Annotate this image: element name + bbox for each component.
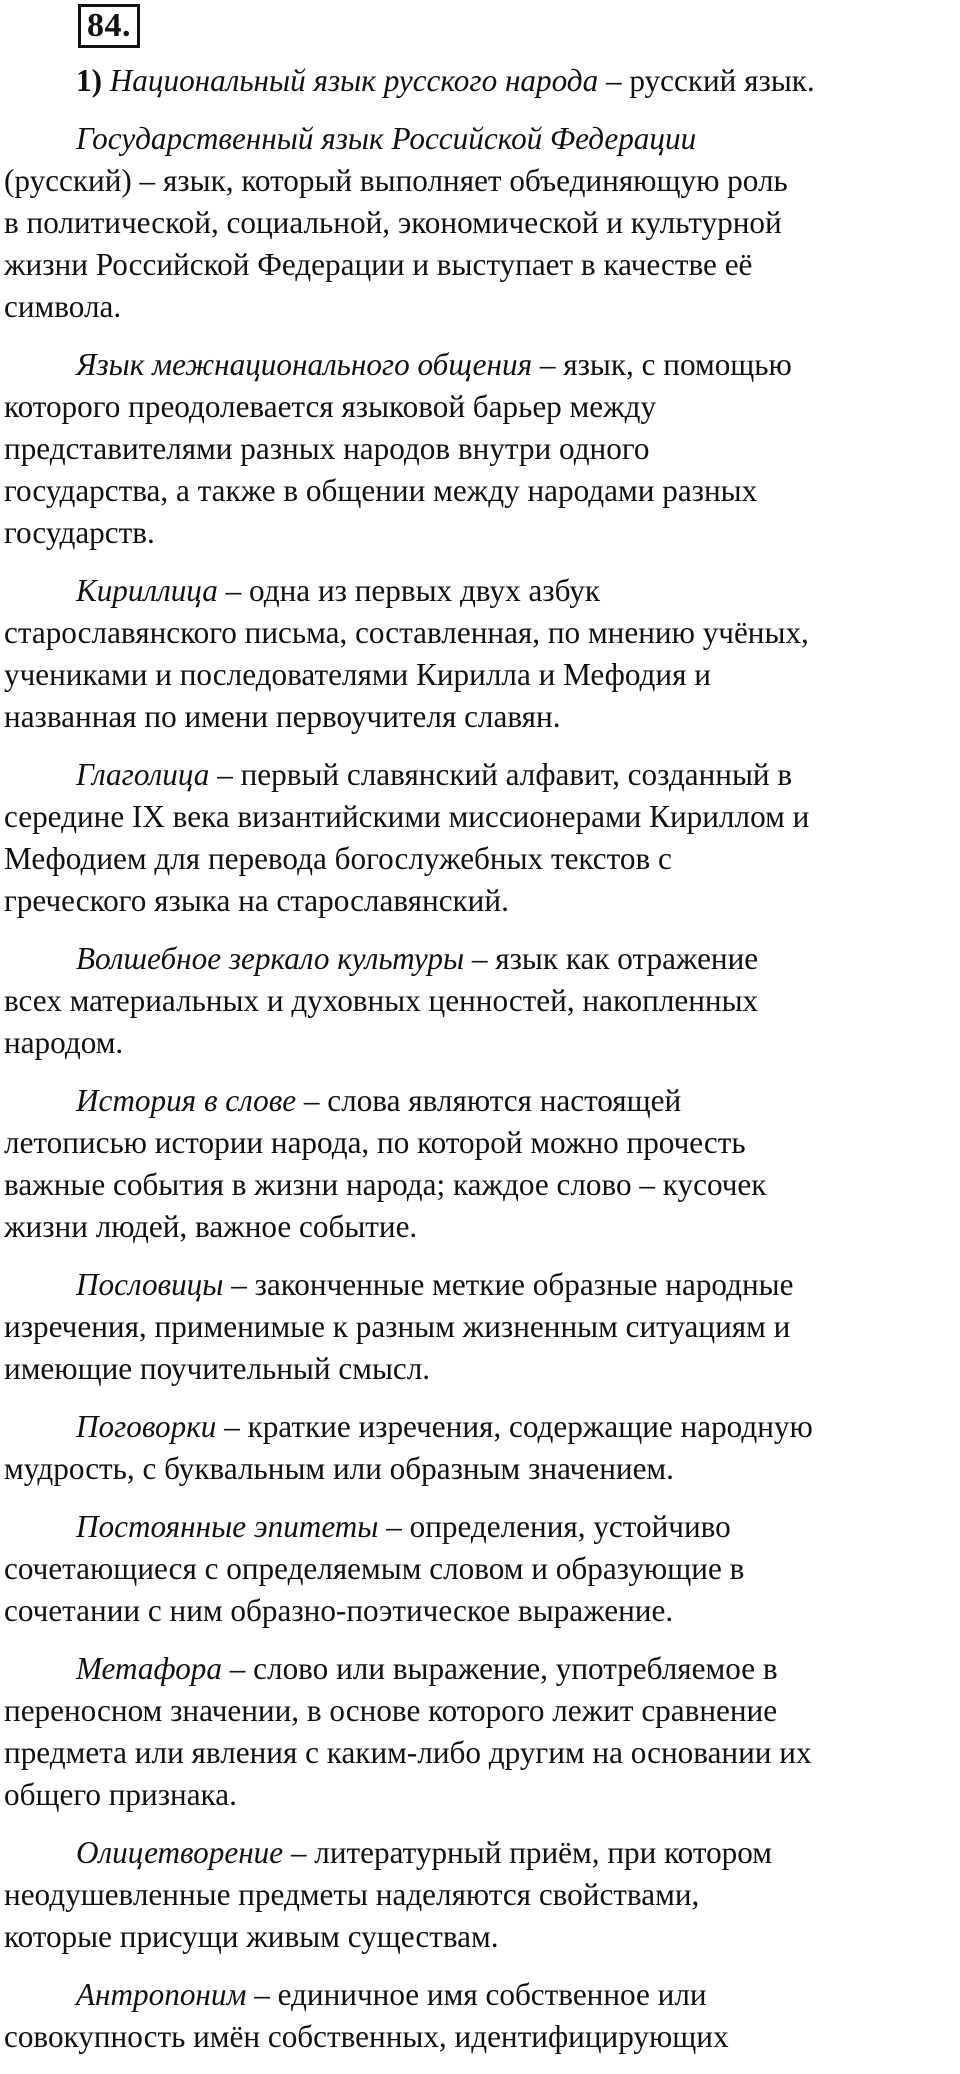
text-line: всех материальных и духовных ценностей, накопленных (4, 983, 759, 1018)
text-line: народом. (4, 1025, 124, 1060)
text-line (4, 1406, 956, 1448)
text-line: важные события в жизни народа; каждое слово – кусочек (4, 1167, 767, 1202)
definitions-list (4, 60, 956, 2074)
term: Кириллица (76, 573, 218, 608)
definition-text: – первый славянский алфавит, созданный в (209, 757, 793, 792)
text-line (4, 344, 956, 386)
definition-paragraph (4, 1264, 956, 1390)
term: Олицетворение (76, 1835, 284, 1870)
text-line: переносном значении, в основе которого лежит сравнение (4, 1693, 778, 1728)
definition-text: – литературный приём, при котором (283, 1835, 772, 1870)
text-line: имеющие поучительный смысл. (4, 1351, 431, 1386)
text-line (4, 938, 956, 980)
term: Пословицы (76, 1267, 224, 1302)
definition-text: – определения, устойчиво (378, 1509, 731, 1544)
text-line: общего признака. (4, 1777, 237, 1812)
text-line (4, 1974, 956, 2016)
definition-paragraph (4, 118, 956, 328)
term: Национальный язык русского народа (109, 63, 599, 98)
text-line: сочетающиеся с определяемым словом и образующие в (4, 1551, 745, 1586)
definition-text: – язык, с помощью (532, 347, 792, 382)
text-line (4, 1080, 956, 1122)
definition-text: – законченные меткие образные народные (223, 1267, 794, 1302)
definition-paragraph (4, 60, 956, 102)
definition-text: – слова являются настоящей (296, 1083, 682, 1118)
text-line: жизни Российской Федерации и выступает в качестве её (4, 247, 753, 282)
text-line (4, 1264, 956, 1306)
item-marker: 1) (76, 63, 110, 98)
text-line: представителями разных народов внутри одного (4, 431, 650, 466)
text-line: предмета или явления с каким-либо другим на основании их (4, 1735, 812, 1770)
text-line: старославянского письма, составленная, по мнению учёных, (4, 615, 809, 650)
text-line: государства, а также в общении между народами разных (4, 473, 758, 508)
term: История в слове (76, 1083, 297, 1118)
term: Поговорки (76, 1409, 217, 1444)
term: Глаголица (76, 757, 210, 792)
text-line (4, 118, 956, 160)
text-line: греческого языка на старославянский. (4, 883, 509, 918)
text-line: символа. (4, 289, 122, 324)
definition-paragraph (4, 570, 956, 738)
text-line: (русский) – язык, который выполняет объединяющую роль (4, 163, 788, 198)
definition-paragraph (4, 1506, 956, 1632)
task-number-box: 84. (78, 4, 140, 48)
text-line: середине IX века византийскими миссионерами Кириллом и (4, 799, 810, 834)
definition-paragraph (4, 1406, 956, 1490)
text-line: мудрость, с буквальным или образным значением. (4, 1451, 674, 1486)
text-line (4, 1832, 956, 1874)
term: Постоянные эпитеты (76, 1509, 379, 1544)
text-line: названная по имени первоучителя славян. (4, 699, 561, 734)
definition-paragraph (4, 938, 956, 1064)
text-line: неодушевленные предметы наделяются свойствами, (4, 1877, 700, 1912)
definition-text: – краткие изречения, содержащие народную (216, 1409, 813, 1444)
text-line (4, 754, 956, 796)
definition-paragraph (4, 754, 956, 922)
definition-paragraph (4, 1974, 956, 2058)
definition-text: – русский язык. (598, 63, 815, 98)
definition-paragraph (4, 344, 956, 554)
text-line (4, 1648, 956, 1690)
definition-text: – слово или выражение, употребляемое в (221, 1651, 778, 1686)
text-line: которого преодолевается языковой барьер между (4, 389, 657, 424)
definition-text: – единичное имя собственное или (246, 1977, 707, 2012)
text-line (4, 1506, 956, 1548)
text-line: Мефодием для перевода богослужебных текстов с (4, 841, 672, 876)
term: Метафора (76, 1651, 222, 1686)
term: Государственный язык Российской Федерации (76, 121, 697, 156)
definition-paragraph (4, 1832, 956, 1958)
text-line: сочетании с ним образно-поэтическое выражение. (4, 1593, 674, 1628)
definition-text: – язык как отражение (464, 941, 759, 976)
text-line: в политической, социальной, экономической и культурной (4, 205, 782, 240)
text-line: учениками и последователями Кирилла и Мефодия и (4, 657, 711, 692)
text-line (4, 570, 956, 612)
text-line (4, 60, 956, 102)
text-line: летописью истории народа, по которой можно прочесть (4, 1125, 746, 1160)
text-line: изречения, применимые к разным жизненным ситуациям и (4, 1309, 791, 1344)
text-line: жизни людей, важное событие. (4, 1209, 418, 1244)
term: Антропоним (76, 1977, 247, 2012)
definition-paragraph (4, 1648, 956, 1816)
text-line: совокупность имён собственных, идентифицирующих (4, 2019, 729, 2054)
text-line: которые присущи живым существам. (4, 1919, 499, 1954)
term: Волшебное зеркало культуры (76, 941, 465, 976)
term: Язык межнационального общения (76, 347, 533, 382)
definition-text: – одна из первых двух азбук (217, 573, 601, 608)
text-line: государств. (4, 515, 155, 550)
definition-paragraph (4, 1080, 956, 1248)
